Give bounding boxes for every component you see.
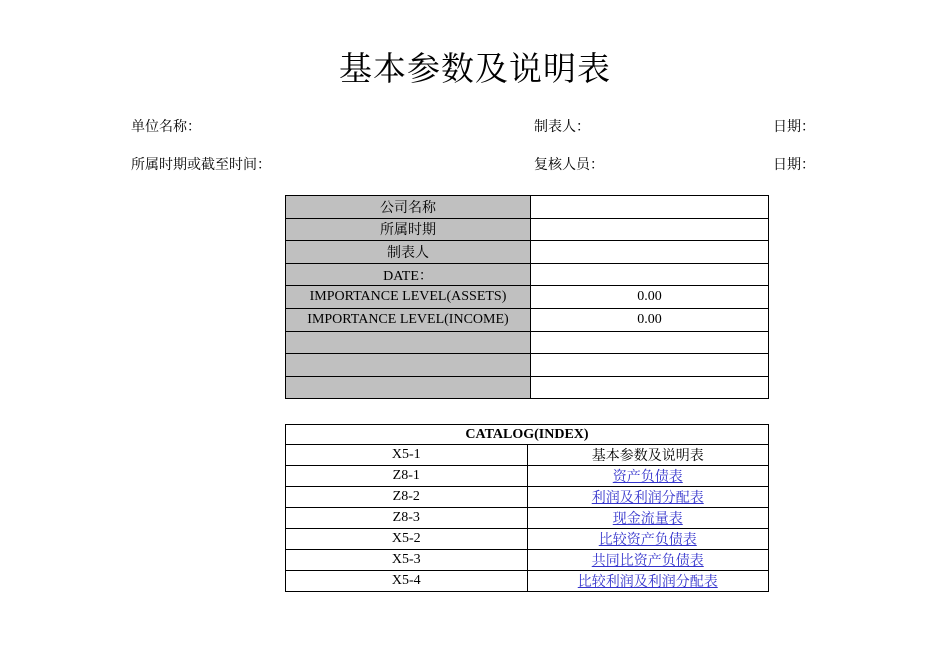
table-row bbox=[286, 286, 769, 309]
parameters-table bbox=[285, 195, 769, 399]
table-row bbox=[286, 550, 769, 571]
catalog-link-cell bbox=[527, 550, 769, 571]
table-row bbox=[286, 331, 769, 354]
catalog-name: 基本参数及说明表 bbox=[527, 445, 769, 466]
table-row bbox=[286, 376, 769, 399]
review-date-label: 日期： bbox=[773, 157, 815, 173]
catalog-code: Z8-2 bbox=[286, 487, 528, 508]
catalog-link-income-statement[interactable]: 利润及利润分配表 bbox=[591, 491, 704, 507]
catalog-link-cell bbox=[527, 487, 769, 508]
table-row bbox=[286, 241, 769, 264]
catalog-link-balance-sheet[interactable]: 资产负债表 bbox=[612, 470, 683, 486]
table-row bbox=[286, 218, 769, 241]
table-row bbox=[286, 487, 769, 508]
param-label bbox=[286, 354, 531, 377]
param-label bbox=[286, 331, 531, 354]
table-row bbox=[286, 445, 769, 466]
catalog-code: X5-4 bbox=[286, 571, 528, 592]
param-value-cell[interactable] bbox=[531, 241, 769, 264]
param-label: IMPORTANCE LEVEL(INCOME) bbox=[286, 308, 531, 331]
param-label: DATE： bbox=[286, 263, 531, 286]
catalog-link-comparative-income-statement[interactable]: 比较利润及利润分配表 bbox=[577, 575, 718, 591]
preparer-label: 制表人： bbox=[534, 119, 590, 135]
catalog-code: X5-3 bbox=[286, 550, 528, 571]
catalog-code: Z8-3 bbox=[286, 508, 528, 529]
param-value-cell[interactable]: 0.00 bbox=[531, 308, 769, 331]
param-value-cell[interactable] bbox=[531, 218, 769, 241]
table-row bbox=[286, 196, 769, 219]
param-value-cell[interactable]: 0.00 bbox=[531, 286, 769, 309]
param-label: 所属时期 bbox=[286, 218, 531, 241]
catalog-link-comparative-balance-sheet[interactable]: 比较资产负债表 bbox=[598, 533, 697, 549]
catalog-link-cell bbox=[527, 508, 769, 529]
table-row bbox=[286, 508, 769, 529]
catalog-header-row bbox=[286, 425, 769, 445]
period-label: 所属时期或截至时间： bbox=[131, 157, 271, 173]
table-row bbox=[286, 308, 769, 331]
catalog-link-cash-flow[interactable]: 现金流量表 bbox=[612, 512, 683, 528]
catalog-table bbox=[285, 424, 769, 592]
table-row bbox=[286, 263, 769, 286]
catalog-code: Z8-1 bbox=[286, 466, 528, 487]
catalog-code: X5-1 bbox=[286, 445, 528, 466]
page-title: 基本参数及说明表 bbox=[339, 49, 611, 88]
catalog-link-cell bbox=[527, 466, 769, 487]
date-label: 日期： bbox=[773, 119, 815, 135]
table-row bbox=[286, 571, 769, 592]
table-row bbox=[286, 529, 769, 550]
table-row bbox=[286, 354, 769, 377]
param-value-cell[interactable] bbox=[531, 196, 769, 219]
param-label bbox=[286, 376, 531, 399]
param-label: 公司名称 bbox=[286, 196, 531, 219]
param-label: 制表人 bbox=[286, 241, 531, 264]
param-value-cell[interactable] bbox=[531, 354, 769, 377]
catalog-code: X5-2 bbox=[286, 529, 528, 550]
catalog-link-common-size-balance-sheet[interactable]: 共同比资产负债表 bbox=[591, 554, 704, 570]
param-value-cell[interactable] bbox=[531, 263, 769, 286]
unit-name-label: 单位名称： bbox=[131, 119, 201, 135]
catalog-header: CATALOG(INDEX) bbox=[286, 425, 769, 445]
param-value-cell[interactable] bbox=[531, 331, 769, 354]
reviewer-label: 复核人员： bbox=[534, 157, 604, 173]
param-value-cell[interactable] bbox=[531, 376, 769, 399]
param-label: IMPORTANCE LEVEL(ASSETS) bbox=[286, 286, 531, 309]
catalog-link-cell bbox=[527, 571, 769, 592]
table-row bbox=[286, 466, 769, 487]
catalog-link-cell bbox=[527, 529, 769, 550]
